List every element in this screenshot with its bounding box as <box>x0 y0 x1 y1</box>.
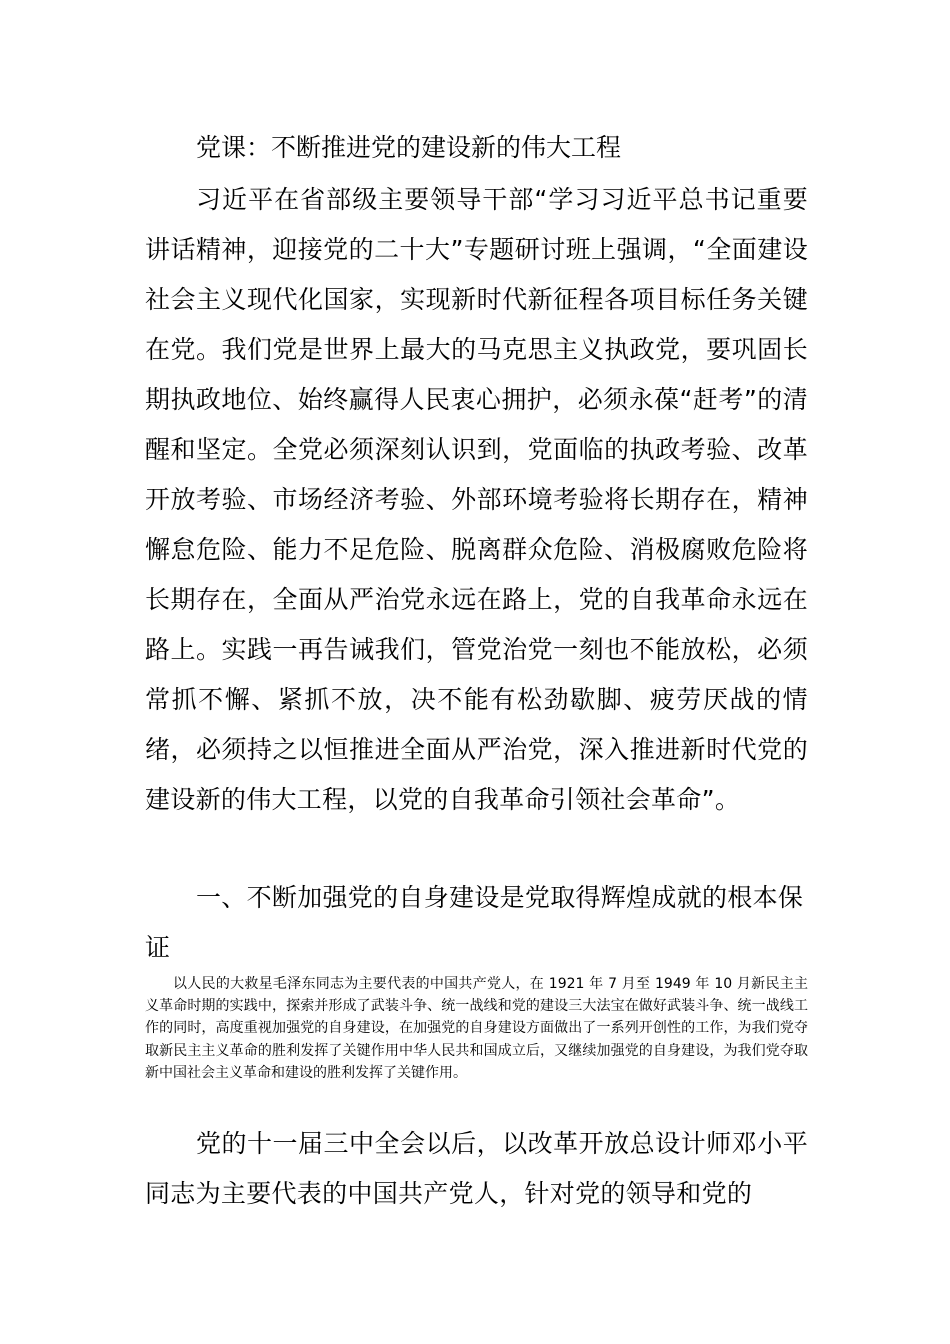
document-title: 党课：不断推进党的建设新的伟大工程 <box>196 133 622 162</box>
section-heading-1: 一、不断加强党的自身建设是党取得辉煌成就的根本保证 <box>145 883 804 962</box>
paragraph-reform-era: 党的十一届三中全会以后，以改革开放总设计师邓小平同志为主要代表的中国共产党人，针对党的领导和党的 <box>145 1129 808 1208</box>
paragraph-intro: 习近平在省部级主要领导干部“学习习近平总书记重要讲话精神，迎接党的二十大”专题研讨班上强调，“全面建设社会主义现代化国家，实现新时代新征程各项目标任务关键在党。我们党是世界上最大的马克思主义执政党，要巩固长期执政地位、始终赢得人民衷心拥护，必须永葆“赶考”的清醒和坚定。全党必须深刻认识到，党面临的执政考验、改革开放考验、市场经济考验、外部环境考验将长期存在，精神懈怠危险、能力不足危险、脱离群众危险、消极腐败危险将长期存在，全面从严治党永远在路上，党的自我革命永远在路上。实践一再告诫我们，管党治党一刻也不能放松，必须常抓不懈、紧抓不放，决不能有松劲歇脚、疲劳厌战的情绪，必须持之以恒推进全面从严治党，深入推进新时代党的建设新的伟大工程，以党的自我革命引领社会革命”。 <box>145 185 808 814</box>
paragraph-small-print: 以人民的大救星毛泽东同志为主要代表的中国共产党人，在 1921 年 7 月至 1949 年 10 月新民主主义革命时期的实践中，探索并形成了武装斗争、统一战线和党的建设三大法宝在做好武装斗争、统一战线工作的同时，高度重视加强党的自身建设，在加强党的自身建设方面做出了一系列开创性的工作，为我们党夺取新民主主义革命的胜利发挥了关键作用中华人民共和国成立后，又继续加强党的自身建设，为我们党夺取新中国社会主义革命和建设的胜利发挥了关键作用。 <box>145 976 808 1081</box>
